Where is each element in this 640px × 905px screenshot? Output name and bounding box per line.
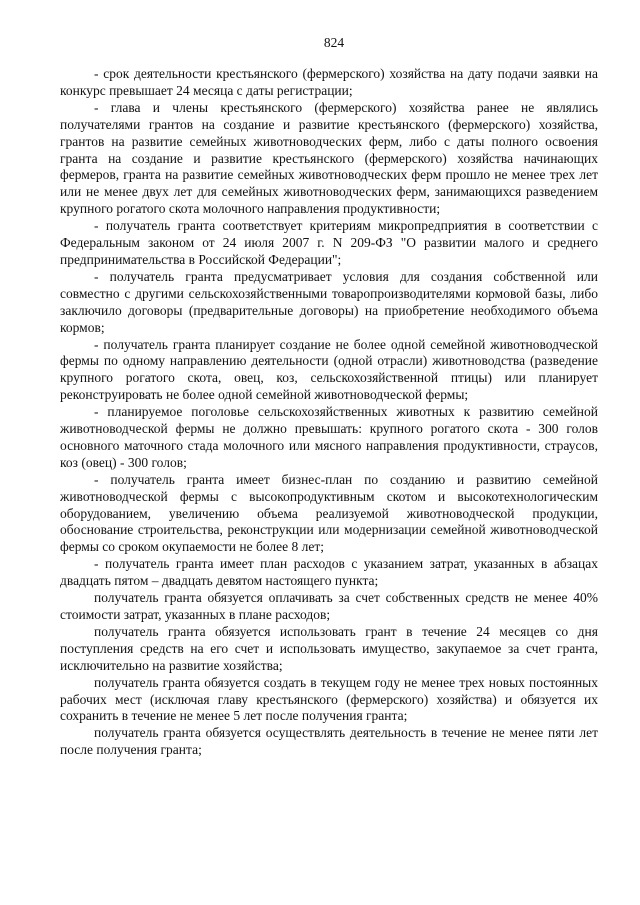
paragraph-new-jobs: получатель гранта обязуется создать в текущем году не менее трех новых постоянных рабочих мест (исключая главу крестьянского (фермерского) хозяйства) и обязуется их сохранить в течение не менее 5 лет после получения гранта; — [60, 674, 598, 724]
paragraph-microenterprise-criteria: - получатель гранта соответствует критериям микропредприятия в соответствии с Федеральным законом от 24 июля 2007 г. N 209-ФЗ "О развитии малого и среднего предпринимательства в Российской Федерации"; — [60, 218, 598, 267]
paragraph-expense-plan: - получатель гранта имеет план расходов с указанием затрат, указанных в абзацах двадцать пятом – двадцать девятом настоящего пункта; — [60, 556, 598, 589]
paragraph-farm-duration: - срок деятельности крестьянского (фермерского) хозяйства на дату подачи заявки на конкурс превышает 24 месяца с даты регистрации; — [60, 66, 598, 98]
page-number: 824 — [323, 35, 345, 50]
paragraph-no-prior-grants: - глава и члены крестьянского (фермерского) хозяйства ранее не являлись получателями грантов на создание и развитие крестьянского (фермерского) хозяйства, грантов на развитие семейных животноводческих ферм, либо с даты полного освоения гранта на создание и развитие крестьянского (фермерского) хозяйства начинающих фермеров, гранта на развитие семейных животноводческих ферм прошло не менее трех лет или не менее двух лет для семейных животноводческих ферм, занимающихся разведением крупного рогатого скота молочного направления продуктивности; — [60, 99, 598, 217]
paragraph-operation-period: получатель гранта обязуется осуществлять деятельность в течение не менее пяти лет после получения гранта; — [60, 725, 598, 758]
paragraph-single-farm: - получатель гранта планирует создание не более одной семейной животноводческой фермы по одному направлению деятельности (одной отрасли) животноводства (разведение крупного рогатого скота, овец, коз, сельскохозяйственной птицы) или планирует реконструировать не более одной семейной животноводческой фермы; — [60, 336, 598, 403]
paragraph-business-plan: - получатель гранта имеет бизнес-план по созданию и развитию семейной животноводческой фермы с высокопродуктивным скотом и высокотехнологическим оборудованием, увеличению объема реализуемой животноводческой продукции, обоснование строительства, реконструкции или модернизации семейной животноводческой фермы со сроком окупаемости не более 8 лет; — [60, 471, 598, 555]
paragraph-livestock-limit: - планируемое поголовье сельскохозяйственных животных к развитию семейной животноводческой фермы не должно превышать: крупного рогатого скота - 300 голов основного маточного стада молочного или мясного направления продуктивности, страусов, коз (овец) - 300 голов; — [60, 404, 598, 470]
paragraph-grant-usage-term: получатель гранта обязуется использовать грант в течение 24 месяцев со дня поступления средств на его счет и использовать имущество, закупаемое за счет гранта, исключительно на развитие хозяйства; — [60, 623, 598, 673]
document-page — [60, 34, 598, 759]
paragraph-feed-base: - получатель гранта предусматривает условия для создания собственной или совместно с другими сельскохозяйственными товаропроизводителями кормовой базы, либо заключило договоры (предварительные договоры) на приобретение необходимого объема кормов; — [60, 268, 598, 335]
paragraph-own-funds: получатель гранта обязуется оплачивать за счет собственных средств не менее 40% стоимости затрат, указанных в плане расходов; — [60, 590, 598, 622]
